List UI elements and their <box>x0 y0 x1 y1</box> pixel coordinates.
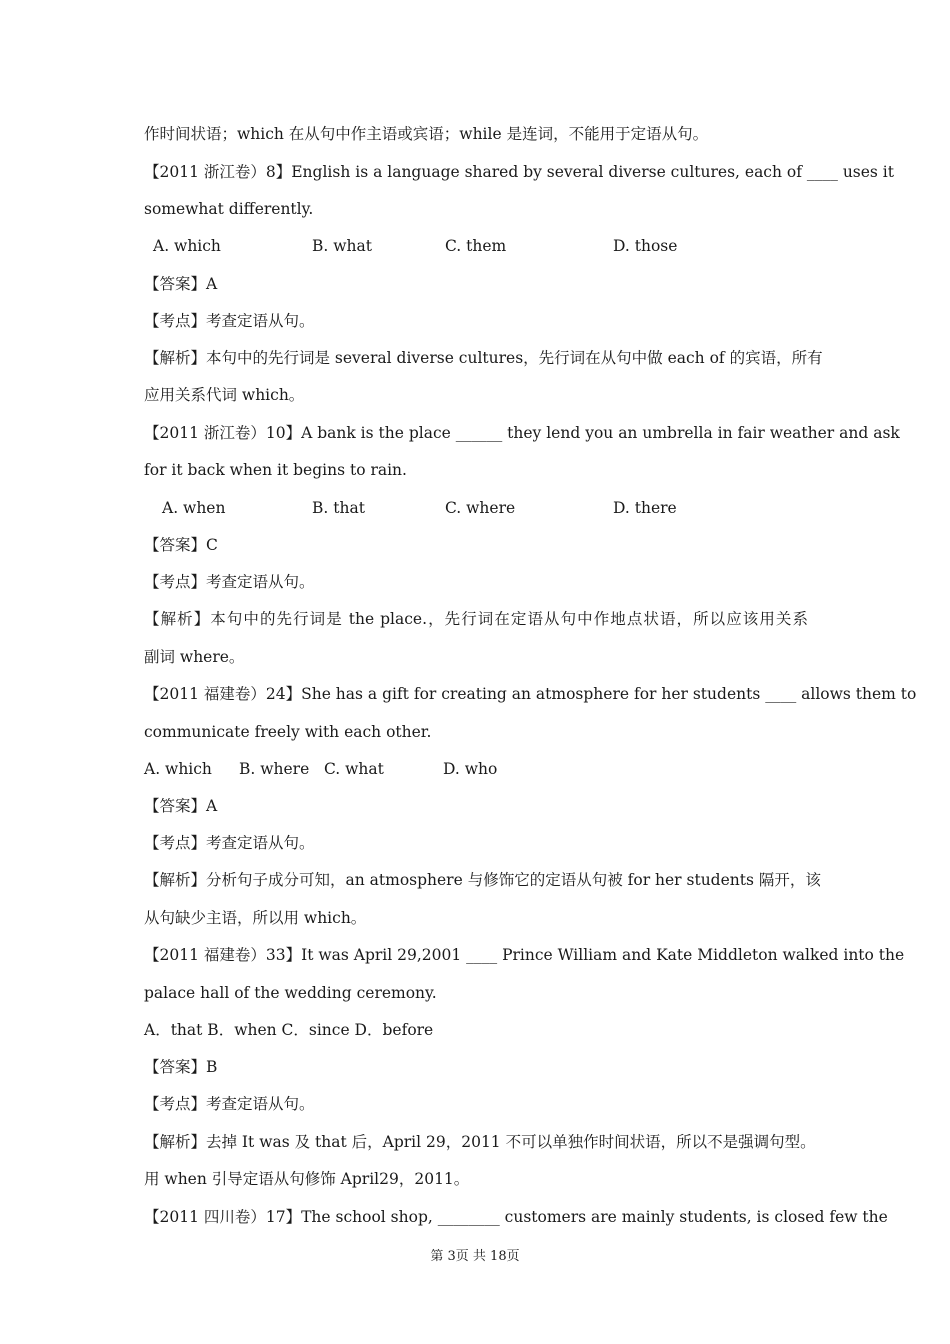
option-b: B. that <box>312 499 365 517</box>
question-stem: 【2011 浙江卷）8】English is a language shared by several diverse cultures, each of ____ uses it <box>144 163 894 181</box>
page-number-footer: 第 3页 共 18页 <box>430 1249 520 1264</box>
answer-line: 【答案】A <box>144 275 218 293</box>
text-line: palace hall of the wedding ceremony. <box>144 984 437 1002</box>
option-d: D. who <box>443 760 498 778</box>
text-line: for it back when it begins to rain. <box>144 461 407 479</box>
topic-line: 【考点】考查定语从句。 <box>144 573 315 591</box>
answer-line: 【答案】A <box>144 797 218 815</box>
option-b: B. where <box>239 760 310 778</box>
topic-line: 【考点】考查定语从句。 <box>144 312 315 330</box>
option-b: B. what <box>312 237 372 255</box>
answer-line: 【答案】B <box>144 1058 218 1076</box>
question-stem: 【2011 四川卷）17】The school shop, ________ customers are mainly students, is closed few the <box>144 1208 888 1226</box>
option-c: C. what <box>324 760 384 778</box>
text-line: 作时间状语；which 在从句中作主语或宾语；while 是连词，不能用于定语从句。 <box>144 125 709 143</box>
analysis-line: 【解析】去掉 It was 及 that 后，April 29，2011 不可以单独作时间状语，所以不是强调句型。 <box>144 1133 816 1151</box>
question-stem: 【2011 福建卷）33】It was April 29,2001 ____ Prince William and Kate Middleton walked into the <box>144 946 905 964</box>
option-d: D. there <box>613 499 677 517</box>
topic-line: 【考点】考查定语从句。 <box>144 1095 315 1113</box>
analysis-line: 【解析】本句中的先行词是 several diverse cultures，先行词在从句中做 each of 的宾语，所有 <box>144 349 823 367</box>
text-line: somewhat differently. <box>144 200 314 218</box>
question-stem: 【2011 福建卷）24】She has a gift for creating an atmosphere for her students ____ allows them to <box>144 685 917 703</box>
analysis-line: 【解析】本句中的先行词是 the place.，先行词在定语从句中作地点状语，所以应该用关系 <box>144 610 808 628</box>
answer-line: 【答案】C <box>144 536 218 554</box>
option-c: C. them <box>445 237 507 255</box>
option-a: A. which <box>153 237 221 255</box>
option-a: A. which <box>144 760 212 778</box>
analysis-line: 从句缺少主语，所以用 which。 <box>144 909 367 927</box>
option-c: C. where <box>445 499 516 517</box>
option-d: D. those <box>613 237 678 255</box>
text-line: communicate freely with each other. <box>144 723 432 741</box>
analysis-line: 应用关系代词 which。 <box>144 386 305 404</box>
analysis-line: 副词 where。 <box>144 648 245 666</box>
analysis-line: 【解析】分析句子成分可知，an atmosphere 与修饰它的定语从句被 for her students 隔开，该 <box>144 871 821 889</box>
option-a: A. when <box>162 499 226 517</box>
analysis-line: 用 when 引导定语从句修饰 April29，2011。 <box>144 1170 470 1188</box>
options-row-q33: A．that B．when C．since D．before <box>144 1021 434 1039</box>
question-stem: 【2011 浙江卷）10】A bank is the place ______ they lend you an umbrella in fair weather and ask <box>144 424 900 442</box>
topic-line: 【考点】考查定语从句。 <box>144 834 315 852</box>
